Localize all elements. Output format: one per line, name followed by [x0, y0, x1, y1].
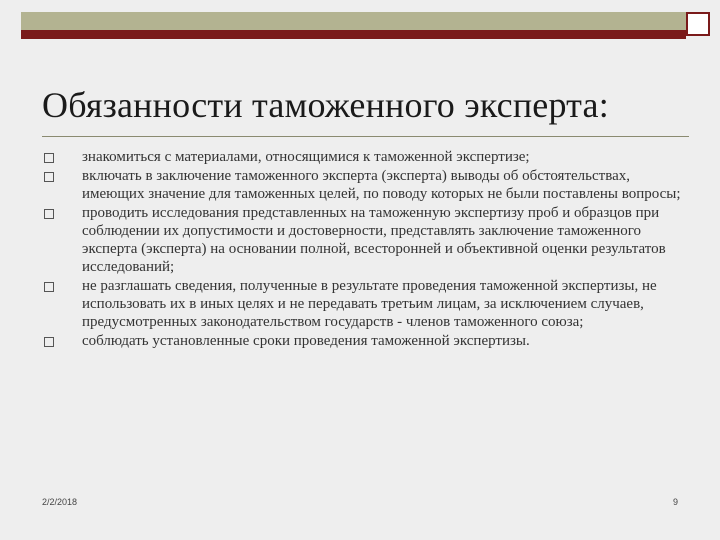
- slide-title: Обязанности таможенного эксперта:: [42, 85, 609, 125]
- square-bullet-icon: [44, 153, 54, 163]
- page-number: 9: [672, 497, 678, 507]
- bullet-text: включать в заключение таможенного эксперта (эксперта) выводы об обстоятельствах, имеющих значение для таможенных целей, по поводу которых не были поставлены вопросы;: [82, 168, 681, 202]
- bullet-text: не разглашать сведения, полученные в результате проведения таможенной экспертизы, не использовать их в иных целях и не передавать третьим лицам, за исключением случаев, предусмотренных законодательством государств - членов таможенного союза;: [82, 278, 657, 330]
- bullet-text: знакомиться с материалами, относящимися к таможенной экспертизе;: [82, 149, 530, 165]
- top-accent-stripe: [21, 30, 686, 39]
- square-bullet-icon: [44, 337, 54, 347]
- bullet-text: проводить исследования представленных на таможенную экспертизу проб и образцов при соблюдении их допустимости и достоверности, представлять заключение таможенного эксперта (эксперта) на основании полной, всесторонней и объективной оценки результатов исследований;: [82, 205, 666, 275]
- bullet-list: [42, 148, 682, 351]
- square-bullet-icon: [44, 282, 54, 292]
- square-bullet-icon: [44, 172, 54, 182]
- top-decor-bar: [21, 12, 686, 30]
- title-divider: [42, 136, 689, 137]
- list-item: [42, 277, 682, 331]
- bullet-text: соблюдать установленные сроки проведения таможенной экспертизы.: [82, 333, 530, 349]
- square-bullet-icon: [44, 209, 54, 219]
- footer-date: 2/2/2018: [42, 497, 78, 507]
- list-item: [42, 167, 682, 203]
- list-item: [42, 332, 682, 350]
- list-item: [42, 204, 682, 276]
- list-item: [42, 148, 682, 166]
- corner-square-decor: [686, 12, 710, 36]
